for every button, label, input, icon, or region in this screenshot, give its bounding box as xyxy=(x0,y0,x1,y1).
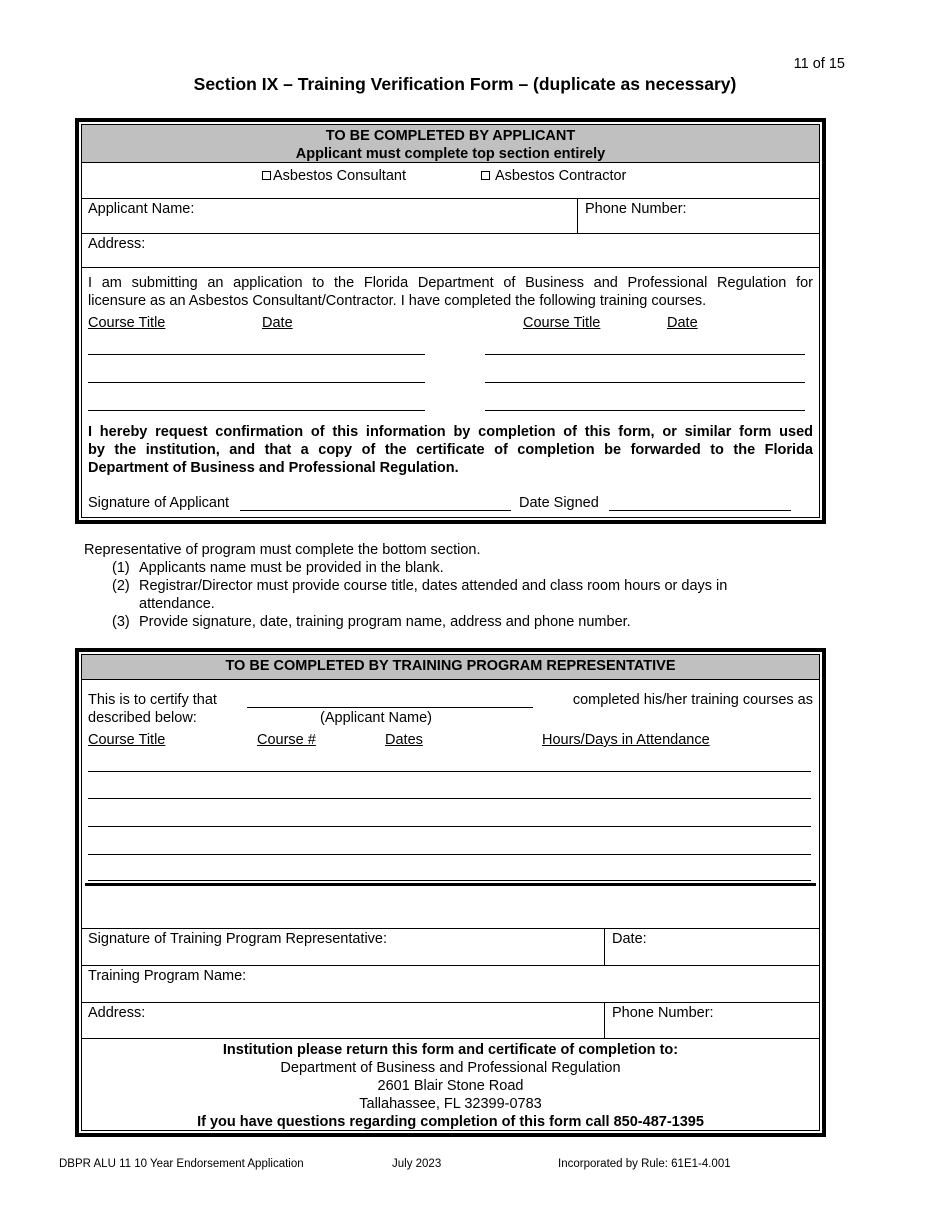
rep-phone-label: Phone Number: xyxy=(612,1005,714,1021)
instruction-num: (2) xyxy=(112,578,130,594)
applicant-name-label: Applicant Name: xyxy=(88,201,195,217)
applicant-statement-line2: licensure as an Asbestos Consultant/Contractor. I have completed the following training courses. xyxy=(88,293,707,309)
rep-date-label: Date: xyxy=(612,931,647,947)
col-hours-days: Hours/Days in Attendance xyxy=(542,732,710,748)
representative-section-header: TO BE COMPLETED BY TRAINING PROGRAM REPRESENTATIVE xyxy=(82,655,819,680)
course-table-bottom-rule xyxy=(85,883,816,886)
rep-address-label: Address: xyxy=(88,1005,146,1021)
rep-signature-label: Signature of Training Program Representative: xyxy=(88,931,388,947)
return-city: Tallahassee, FL 32399-0783 xyxy=(359,1096,542,1112)
questions-contact: If you have questions regarding completion of this form call 850-487-1395 xyxy=(197,1114,704,1130)
course-entry-line[interactable] xyxy=(88,798,811,799)
certify-prefix: This is to certify that xyxy=(88,692,217,708)
return-dept: Department of Business and Professional Regulation xyxy=(280,1060,621,1076)
return-street: 2601 Blair Stone Road xyxy=(377,1078,524,1094)
course-entry-line[interactable] xyxy=(88,382,425,383)
applicant-section-header xyxy=(82,125,819,163)
footer-rule: Incorporated by Rule: 61E1-4.001 xyxy=(558,1158,731,1170)
footer-date: July 2023 xyxy=(392,1158,442,1170)
representative-section xyxy=(75,648,826,1137)
course-entry-line[interactable] xyxy=(88,410,425,411)
col-course-title-left: Course Title xyxy=(88,315,166,331)
applicant-header-line1: TO BE COMPLETED BY APPLICANT xyxy=(325,128,576,144)
instruction-num: (3) xyxy=(112,614,130,630)
page-number: 11 of 15 xyxy=(793,56,845,72)
program-name-label: Training Program Name: xyxy=(88,968,247,984)
footer-form-id: DBPR ALU 11 10 Year Endorsement Application xyxy=(59,1158,304,1170)
option-asbestos-contractor[interactable] xyxy=(481,167,626,185)
applicant-name-hint: (Applicant Name) xyxy=(320,710,433,726)
applicant-header-line2: Applicant must complete top section entirely xyxy=(295,146,606,162)
col-date-left: Date xyxy=(262,315,293,331)
request-line3: Department of Business and Professional Regulation. xyxy=(88,460,459,476)
col-course-title: Course Title xyxy=(88,732,166,748)
instruction-item xyxy=(84,577,799,613)
applicant-address-label: Address: xyxy=(88,236,146,252)
course-entry-line[interactable] xyxy=(88,880,811,881)
option-asbestos-consultant[interactable] xyxy=(262,167,406,185)
applicant-signature-label: Signature of Applicant xyxy=(88,495,230,511)
col-course-number: Course # xyxy=(257,732,316,748)
applicant-statement-line1: I am submitting an application to the Florida Department of Business and Professional Regulation for xyxy=(88,275,813,291)
col-course-title-right: Course Title xyxy=(523,315,601,331)
instruction-item xyxy=(84,559,799,577)
certify-suffix: completed his/her training courses as xyxy=(572,692,813,708)
option-asbestos-consultant-label: Asbestos Consultant xyxy=(273,168,406,184)
course-entry-line[interactable] xyxy=(485,382,805,383)
instructions xyxy=(84,541,799,631)
course-entry-line[interactable] xyxy=(88,854,811,855)
course-entry-line[interactable] xyxy=(485,410,805,411)
course-entry-line[interactable] xyxy=(88,354,425,355)
applicant-name-blank[interactable] xyxy=(247,707,533,708)
instruction-num: (1) xyxy=(112,560,130,576)
instruction-item xyxy=(84,613,799,631)
instruction-text: Registrar/Director must provide course title, dates attended and class room hours or days in attendance. xyxy=(139,578,728,612)
page-title: Section IX – Training Verification Form – (duplicate as necessary) xyxy=(193,74,737,94)
option-asbestos-contractor-label: Asbestos Contractor xyxy=(495,168,627,184)
date-signed-label: Date Signed xyxy=(519,495,599,511)
instruction-text: Provide signature, date, training program name, address and phone number. xyxy=(139,614,631,630)
col-date-right: Date xyxy=(667,315,698,331)
checkbox-icon[interactable] xyxy=(481,171,490,180)
checkbox-icon[interactable] xyxy=(262,171,271,180)
instruction-text: Applicants name must be provided in the blank. xyxy=(139,560,444,576)
applicant-section xyxy=(75,118,826,524)
course-entry-line[interactable] xyxy=(88,826,811,827)
return-instructions: Institution please return this form and certificate of completion to: xyxy=(222,1042,679,1058)
request-line1: I hereby request confirmation of this information by completion of this form, or similar form used xyxy=(88,424,813,440)
instructions-intro: Representative of program must complete the bottom section. xyxy=(84,542,481,558)
described-below: described below: xyxy=(88,710,197,726)
col-dates: Dates xyxy=(385,732,423,748)
applicant-signature-line[interactable] xyxy=(240,510,511,511)
applicant-phone-label: Phone Number: xyxy=(585,201,687,217)
course-entry-line[interactable] xyxy=(88,771,811,772)
date-signed-line[interactable] xyxy=(609,510,791,511)
course-entry-line[interactable] xyxy=(485,354,805,355)
request-line2: by the institution, and that a copy of the certificate of completion be forwarded to the Florida xyxy=(88,442,813,458)
